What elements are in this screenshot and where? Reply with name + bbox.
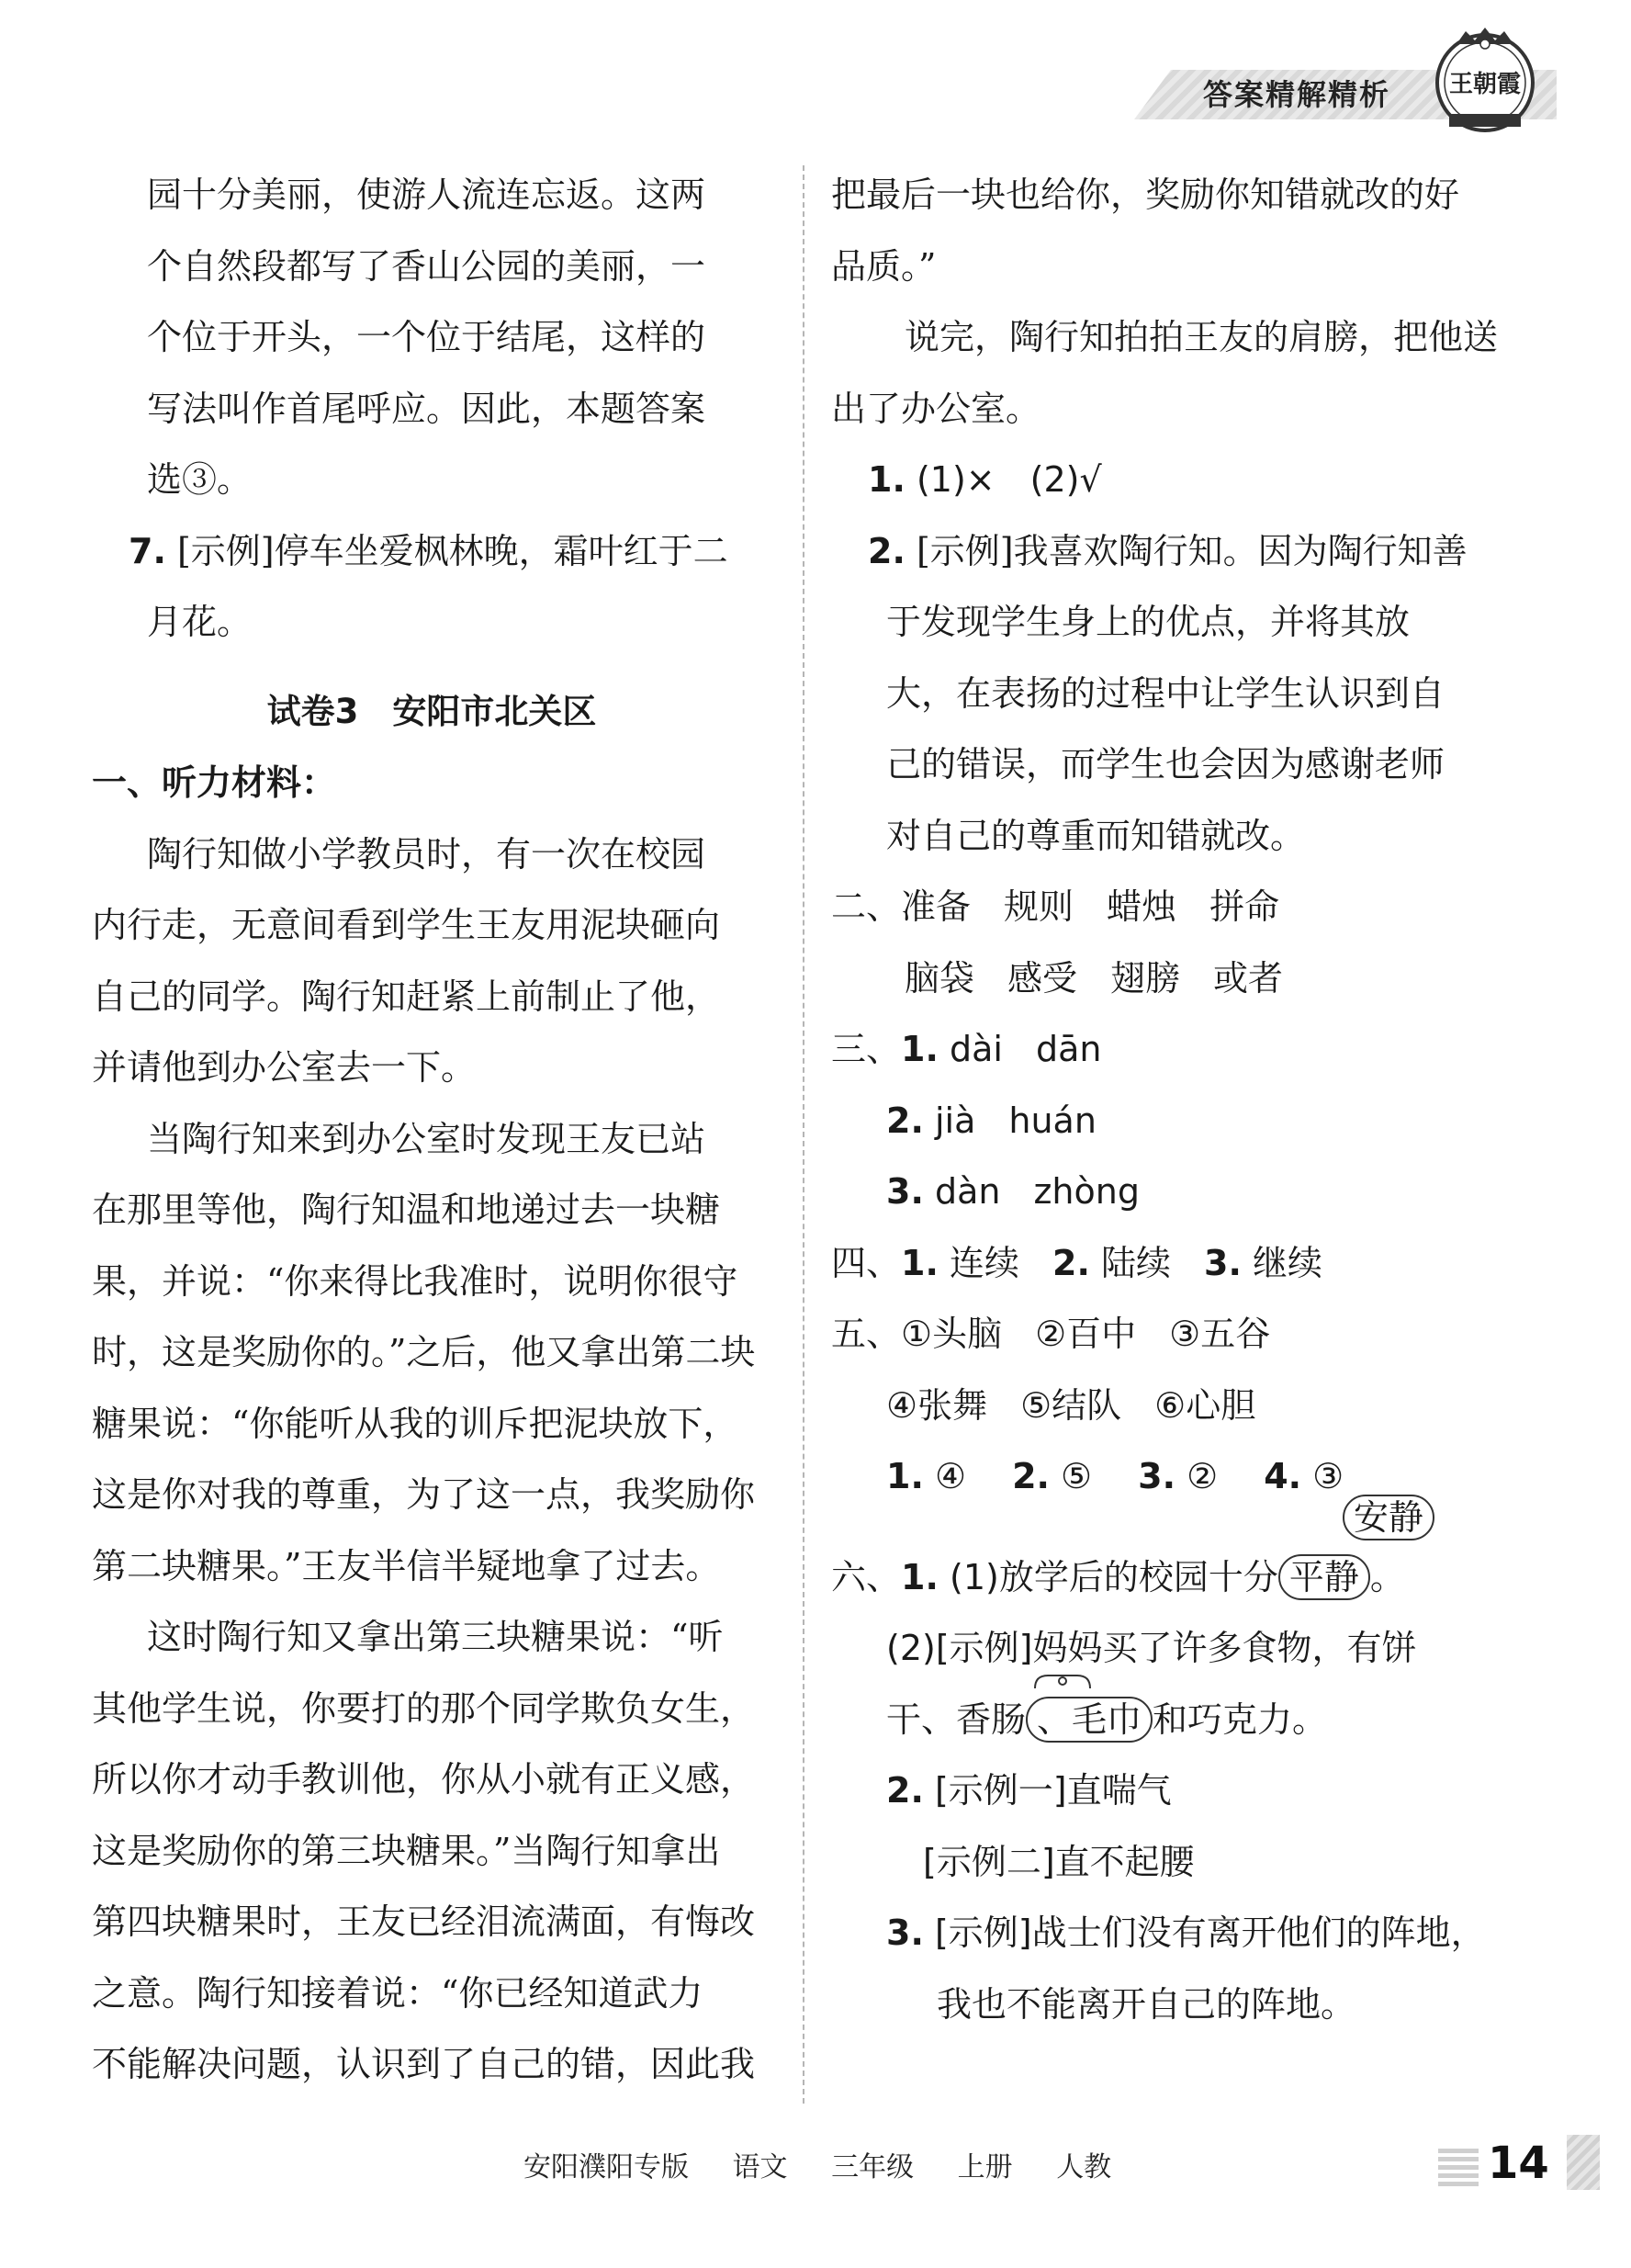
sec6-q3 bbox=[831, 1901, 1529, 1973]
sec3-item2 bbox=[831, 1089, 1529, 1161]
sec6-q3-2: 我也不能离开自己的阵地。 bbox=[937, 1983, 1356, 2025]
text-line: 选③。 bbox=[147, 459, 253, 500]
idiom-answer: ④张舞 bbox=[886, 1384, 988, 1426]
passage-line: 并请他到办公室去一下。 bbox=[92, 1047, 477, 1088]
deletion-mark bbox=[1026, 1688, 1153, 1751]
passage-line: 出了办公室。 bbox=[831, 388, 1041, 429]
answer: 继续 bbox=[1253, 1242, 1323, 1283]
section-label: 二、 bbox=[831, 886, 902, 927]
publisher-logo-icon bbox=[1429, 26, 1541, 136]
sec4 bbox=[831, 1232, 1529, 1303]
sentence-text: (1)放学后的校园十分 bbox=[950, 1556, 1278, 1597]
passage-line: 这是你对我的尊重，为了这一点，我奖励你 bbox=[92, 1474, 756, 1515]
sec6-q1a bbox=[831, 1496, 1529, 1618]
q7-line-2: 月花。 bbox=[147, 602, 253, 642]
left-column bbox=[92, 164, 771, 2104]
q-number: 1. bbox=[868, 459, 905, 500]
q-answer: [示例]我喜欢陶行知。因为陶行知善 bbox=[916, 530, 1468, 571]
q-number: 1. bbox=[901, 1029, 939, 1069]
q-number: 2. bbox=[886, 1770, 924, 1811]
pinyin: jià bbox=[934, 1100, 976, 1141]
pinyin: dài bbox=[950, 1029, 1003, 1069]
page-number-decoration bbox=[1567, 2135, 1600, 2190]
correction-word: 安静 bbox=[1343, 1495, 1434, 1540]
sec5-row2 bbox=[831, 1374, 1529, 1446]
sec2-row2 bbox=[831, 947, 1529, 1019]
answer: 连续 bbox=[950, 1242, 1020, 1283]
idiom-answer: ⑤结队 bbox=[1020, 1384, 1122, 1426]
sec6-q1b-2 bbox=[831, 1688, 1529, 1760]
passage-line: 所以你才动手教训他，你从小就有正义感， bbox=[92, 1759, 756, 1800]
sec1-q1 bbox=[831, 448, 1529, 520]
sec6-q2-2: [示例二]直不起腰 bbox=[923, 1841, 1195, 1882]
footer-grade: 三年级 bbox=[831, 2151, 915, 2183]
text-line: 园十分美丽，使游人流连忘返。这两 bbox=[147, 175, 706, 215]
footer-subject: 语文 bbox=[732, 2151, 788, 2183]
q-number: 2. bbox=[1012, 1456, 1050, 1496]
pinyin: huán bbox=[1008, 1100, 1097, 1141]
idiom-answer: ③五谷 bbox=[1169, 1314, 1271, 1354]
passage-line: 说完，陶行知拍拍王友的肩膀，把他送 bbox=[905, 317, 1499, 357]
deletion-symbol-icon bbox=[1026, 1672, 1099, 1690]
q-number: 4. bbox=[1264, 1456, 1302, 1496]
q7-number: 7. bbox=[129, 530, 166, 571]
right-column bbox=[831, 164, 1529, 2044]
q-number: 1. bbox=[901, 1242, 939, 1283]
word: 或者 bbox=[1213, 957, 1284, 999]
passage-line: 陶行知做小学教员时，有一次在校园 bbox=[147, 833, 706, 874]
sec6-q2 bbox=[831, 1759, 1529, 1831]
word: 规则 bbox=[1004, 886, 1074, 927]
passage-line: 其他学生说，你要打的那个同学欺负女生， bbox=[92, 1687, 756, 1729]
passage-line: 把最后一块也给你，奖励你知错就改的好 bbox=[831, 175, 1460, 215]
answer-line: 大，在表扬的过程中让学生认识到自 bbox=[886, 672, 1445, 714]
correction-mark bbox=[1278, 1496, 1423, 1608]
page-number: 14 bbox=[1488, 2138, 1549, 2189]
q7-line bbox=[92, 520, 771, 592]
word: 感受 bbox=[1007, 957, 1078, 999]
sec1-q2 bbox=[831, 520, 1529, 592]
listening-title: 一、听力材料： bbox=[92, 762, 337, 803]
idiom-answer: ②百中 bbox=[1035, 1314, 1137, 1354]
text-line: 个位于开头，一个位于结尾，这样的 bbox=[147, 317, 706, 357]
passage-line: 不能解决问题，认识到了自己的错，因此我 bbox=[92, 2044, 756, 2084]
text-line: 写法叫作首尾呼应。因此，本题答案 bbox=[147, 388, 706, 429]
idiom-answer: ①头脑 bbox=[901, 1314, 1003, 1354]
q-number: 2. bbox=[868, 530, 905, 571]
section-label: 六、 bbox=[831, 1556, 902, 1597]
idiom-answer: ⑥心胆 bbox=[1154, 1384, 1256, 1426]
footer-volume: 上册 bbox=[957, 2151, 1013, 2183]
sentence-text: 和巧克力。 bbox=[1153, 1698, 1328, 1740]
answer: ④ bbox=[934, 1456, 967, 1496]
svg-text:王朝霞: 王朝霞 bbox=[1448, 71, 1522, 98]
passage-line: 糖果说：“你能听从我的训斥把泥块放下， bbox=[92, 1403, 738, 1444]
passage-line: 自己的同学。陶行知赶紧上前制止了他， bbox=[92, 976, 721, 1017]
q-number: 1. bbox=[886, 1456, 924, 1496]
exam-title: 试卷3 安阳市北关区 bbox=[266, 691, 597, 731]
pinyin: dān bbox=[1035, 1029, 1102, 1069]
section-label: 三、 bbox=[831, 1029, 902, 1069]
q-number: 2. bbox=[1052, 1242, 1090, 1283]
passage-line: 这是奖励你的第三块糖果。”当陶行知拿出 bbox=[92, 1830, 721, 1871]
word: 准备 bbox=[901, 886, 972, 927]
footer bbox=[523, 2140, 1146, 2195]
answer-line: 于发现学生身上的优点，并将其放 bbox=[886, 602, 1411, 642]
word: 翅膀 bbox=[1110, 957, 1181, 999]
q-number: 3. bbox=[1138, 1456, 1176, 1496]
answer-line: 己的错误，而学生也会因为感谢老师 bbox=[886, 744, 1445, 784]
passage-line: 在那里等他，陶行知温和地递过去一块糖 bbox=[92, 1190, 721, 1230]
q-answer: (1)× (2)√ bbox=[916, 459, 1102, 500]
answer: [示例]战士们没有离开他们的阵地， bbox=[934, 1913, 1486, 1953]
answer: ⑤ bbox=[1061, 1456, 1093, 1496]
page-number-decoration bbox=[1438, 2146, 1479, 2186]
word: 蜡烛 bbox=[1107, 886, 1177, 927]
word: 拼命 bbox=[1209, 886, 1280, 927]
q-number: 3. bbox=[886, 1913, 924, 1953]
answer: ② bbox=[1187, 1456, 1219, 1496]
answer: 陆续 bbox=[1101, 1242, 1172, 1283]
sec6-q1b: (2)[示例]妈妈买了许多食物，有饼 bbox=[886, 1628, 1417, 1668]
pinyin: dàn bbox=[934, 1171, 1001, 1212]
section-label: 四、 bbox=[831, 1242, 902, 1283]
section-label: 五、 bbox=[831, 1314, 902, 1354]
passage-line: 内行走，无意间看到学生王友用泥块砸向 bbox=[92, 905, 721, 945]
q-number: 2. bbox=[886, 1100, 924, 1141]
sec3-item3 bbox=[831, 1160, 1529, 1232]
passage-line: 这时陶行知又拿出第三块糖果说：“听 bbox=[147, 1617, 724, 1657]
word: 脑袋 bbox=[905, 957, 975, 999]
sec2-row1 bbox=[831, 875, 1529, 947]
circled-word: 、毛巾 bbox=[1026, 1697, 1153, 1743]
footer-publisher: 人教 bbox=[1056, 2151, 1112, 2183]
sec3-item1 bbox=[831, 1018, 1529, 1089]
q-number: 1. bbox=[901, 1556, 939, 1597]
passage-line: 第四块糖果时，王友已经泪流满面，有悔改 bbox=[92, 1901, 756, 1942]
column-divider bbox=[803, 165, 804, 2104]
q-number: 3. bbox=[886, 1171, 924, 1212]
passage-line: 之意。陶行知接着说：“你已经知道武力 bbox=[92, 1972, 703, 2014]
passage-line: 时，这是奖励你的。”之后，他又拿出第二块 bbox=[92, 1332, 756, 1372]
passage-line: 果，并说：“你来得比我准时，说明你很守 bbox=[92, 1260, 738, 1302]
sentence-text: 。 bbox=[1369, 1556, 1405, 1597]
answer: ③ bbox=[1312, 1456, 1344, 1496]
sentence-text: 干、香肠 bbox=[886, 1698, 1027, 1740]
q-number: 3. bbox=[1204, 1242, 1242, 1283]
passage-line: 品质。” bbox=[831, 245, 937, 287]
answer: [示例一]直喘气 bbox=[934, 1770, 1172, 1811]
circled-word: 平静 bbox=[1278, 1554, 1370, 1600]
text-line: 个自然段都写了香山公园的美丽，一 bbox=[147, 245, 706, 287]
pinyin: zhòng bbox=[1033, 1171, 1140, 1212]
q7-text: [示例]停车坐爱枫林晚，霜叶红于二 bbox=[176, 530, 728, 571]
answer-line: 对自己的尊重而知错就改。 bbox=[886, 815, 1306, 856]
sec5-row1 bbox=[831, 1303, 1529, 1374]
footer-edition: 安阳濮阳专版 bbox=[523, 2151, 689, 2183]
passage-line: 当陶行知来到办公室时发现王友已站 bbox=[147, 1118, 706, 1159]
passage-line: 第二块糖果。”王友半信半疑地拿了过去。 bbox=[92, 1545, 721, 1586]
header-title: 答案精解精析 bbox=[1203, 77, 1391, 112]
